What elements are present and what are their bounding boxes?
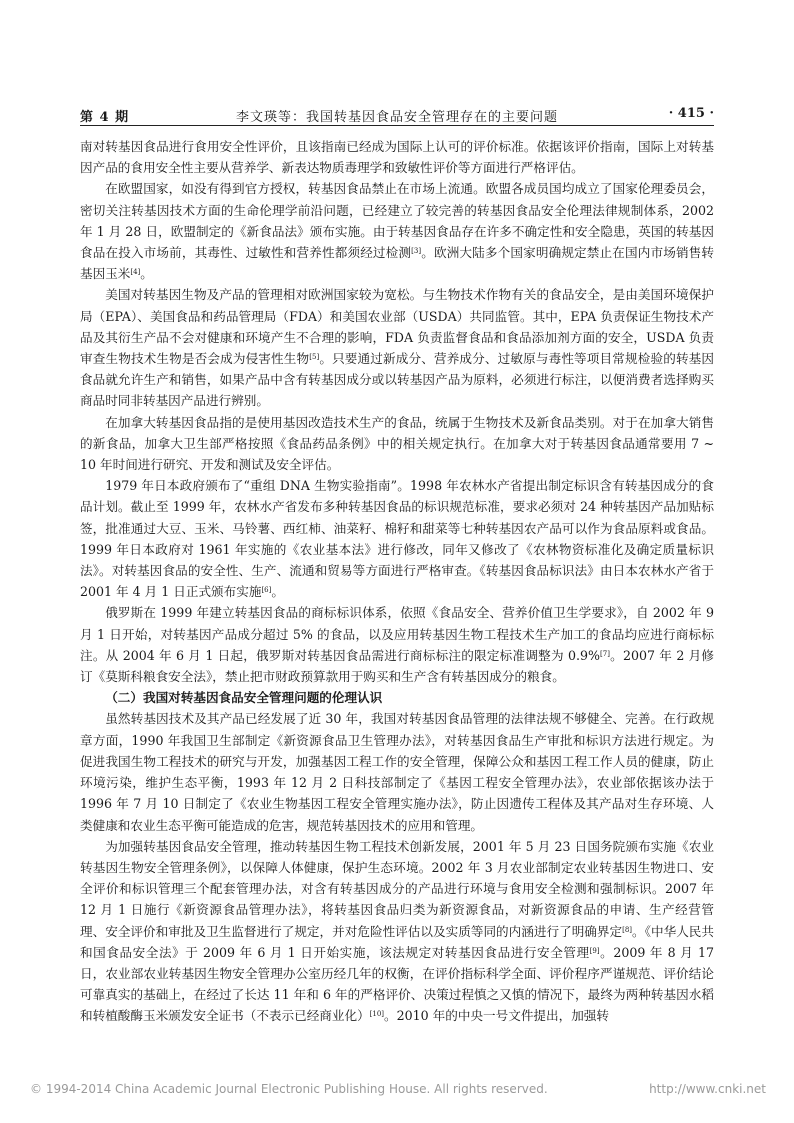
paragraph-china-regulations: 虽然转基因技术及其产品已经发展了近 30 年，我国对转基因食品管理的法律法规不够健全、完善。在行政规章方面，1990 年我国卫生部制定《新资源食品卫生管理办法》，对转基因食品生产审批和标识方法进行规定。为促进我国生物工程技术的研究与开发，加强基因工程工作的安全管理，保障公众和基因工程工作人员的健康，防止环境污染，维护生态平衡，1993 年 12 月 2 日科技部制定了《基因工程安全管理办法》，农业部依据该办法于 1996 年 7 月 10 日制定了《农业生物基因工程安全管理实施办法》，防止因遗传工程体及其产品对生存环境、人类健康和农业生态平衡可能造成的危害，规范转基因技术的应用和管理。 — [80, 711, 714, 833]
paragraph-china-management: 为加强转基因食品安全管理，推动转基因生物工程技术创新发展，2001 年 5 月 23 日国务院颁布实施《农业转基因生物安全管理条例》，以保障人体健康，保护生态环境。2002 年 3 月农业部制定农业转基因生物进口、安全评价和标识管理三个配套管理办法，对含有转基因成分的产品进行环境与食用安全检测和强制标识。2007 年 12 月 1 日施行《新资源食品管理办法》，将转基因食品归类为新资源食品，对新资源食品的申请、生产经营管理、安全评价和审批及卫生监督进行了规定，并对危险性评估以及实质等同的内涵进行了明确界定[8]。《中华人民共和国食品安全法》于 2009 年 6 月 1 日开始实施，该法规定对转基因食品进行安全管理[9]。2009 年 8 月 17 日，农业部农业转基因生物安全管理办公室历经几年的权衡，在评价指标科学全面、评价程序严谨规范、评价结论可靠真实的基础上，在经过了长达 11 年和 6 年的严格评价、决策过程慎之又慎的情况下，最终为两种转基因水稻和转植酸酶玉米颁发安全证书（不表示已经商业化）[10]。2010 年的中央一号文件提出，加强转 — [80, 838, 714, 1024]
paragraph-canada: 在加拿大转基因食品指的是使用基因改造技术生产的食品，统属于生物技术及新食品类别。对于在加拿大销售的新食品，加拿大卫生部严格按照《食品药品条例》中的相关规定执行。在加拿大对于转基因食品通常要用 7 ~ 10 年时间进行研究、开发和测试及安全评估。 — [80, 414, 714, 473]
citation[interactable]: [4] — [130, 268, 141, 277]
page-number: · 415 · — [668, 106, 714, 121]
citation[interactable]: [7] — [600, 649, 610, 658]
running-title: 李文瑛等：我国转基因食品安全管理存在的主要问题 — [235, 110, 558, 125]
paragraph-usa: 美国对转基因生物及产品的管理相对欧洲国家较为宽松。与生物技术作物有关的食品安全，是由美国环境保护局（EPA）、美国食品和药品管理局（FDA）和美国农业部（USDA）共同监管。其中，EPA 负责保证生物技术产品及其衍生产品不会对健康和环境产生不合理的影响，FDA 负责监督食品和食品添加剂方面的安全，USDA 负责审查生物技术生物是否会成为侵害性生物[5]。只要通过新成分、营养成分、过敏原与毒性等项目常规检验的转基因食品就允许生产和销售，如果产品中含有转基因成分或以转基因产品为原料，必须进行标注，以便消费者选择购买商品时同非转基因产品进行辨别。 — [80, 287, 715, 409]
issue-label: 第 4 期 — [80, 110, 130, 125]
paragraph-russia: 俄罗斯在 1999 年建立转基因食品的商标标识体系，依照《食品安全、营养价值卫生学要求》，自 2002 年 9 月 1 日开始，对转基因产品成分超过 5% 的食品，以及应用转基因生物工程技术生产加工的食品均应进行商标标注。从 2004 年 6 月 1 日起，俄罗斯对转基因食品需进行商标标注的限定标准调整为 0.9%[7]。2007 年 2 月修订《莫斯科粮食安全法》，禁止把市财政预算款用于购买和生产含有转基因成分的粮食。 — [80, 605, 715, 685]
citation[interactable]: [6] — [261, 586, 272, 595]
copyright-notice: © 1994-2014 China Academic Journal Electronic Publishing House. All rights reserved. — [30, 1082, 548, 1096]
running-header — [80, 104, 714, 126]
paragraph-continued: 南对转基因食品进行食用安全性评价，且该指南已经成为国际上认可的评价标准。依据该评价指南，国际上对转基因产品的食用安全性主要从营养学、新表达物质毒理学和致敏性评价等方面进行严格评估。 — [80, 139, 714, 176]
header-rule — [80, 125, 714, 126]
citation[interactable]: [3] — [411, 247, 422, 256]
citation[interactable]: [5] — [309, 353, 320, 362]
paragraph-eu: 在欧盟国家，如没有得到官方授权，转基因食品禁止在市场上流通。欧盟各成员国均成立了国家伦理委员会，密切关注转基因技术方面的生命伦理学前沿问题，已经建立了较完善的转基因食品安全伦理法律规制体系，2002 年 1 月 28 日，欧盟制定的《新食品法》颁布实施。由于转基因食品存在许多不确定性和安全隐患，英国的转基因食品在投入市场前，其毒性、过敏性和营养性都须经过检测[3]。欧洲大陆多个国家明确规定禁止在国内市场销售转基因玉米[4]。 — [80, 181, 715, 282]
citation[interactable]: [8] — [622, 925, 633, 934]
paragraph-japan: 1979 年日本政府颁布了“重组 DNA 生物实验指南”。1998 年农林水产省提出制定标识含有转基因成分的食品计划。截止至 1999 年，农林水产省发布多种转基因食品的标识规范标准，要求必须对 24 种转基因产品加贴标签，批准通过大豆、玉米、马铃薯、西红柿、油菜籽、棉籽和甜菜等七种转基因农产品可以作为食品原料或食品。1999 年日本政府对 1961 年实施的《农业基本法》进行修改，同年又修改了《农林物资标准化及确定质量标识法》。对转基因食品的安全性、生产、流通和贸易等方面进行严格审查。《转基因食品标识法》由日本农林水产省于 2001 年 4 月 1 日正式颁布实施[6]。 — [80, 478, 714, 600]
citation[interactable]: [9] — [589, 946, 600, 955]
section-heading: （二）我国对转基因食品安全管理问题的伦理认识 — [105, 690, 383, 706]
article-body — [80, 136, 714, 1027]
page-footer — [0, 1080, 794, 1100]
publisher-url[interactable]: http://www.cnki.net — [649, 1082, 766, 1096]
citation[interactable]: [10] — [369, 1010, 385, 1019]
